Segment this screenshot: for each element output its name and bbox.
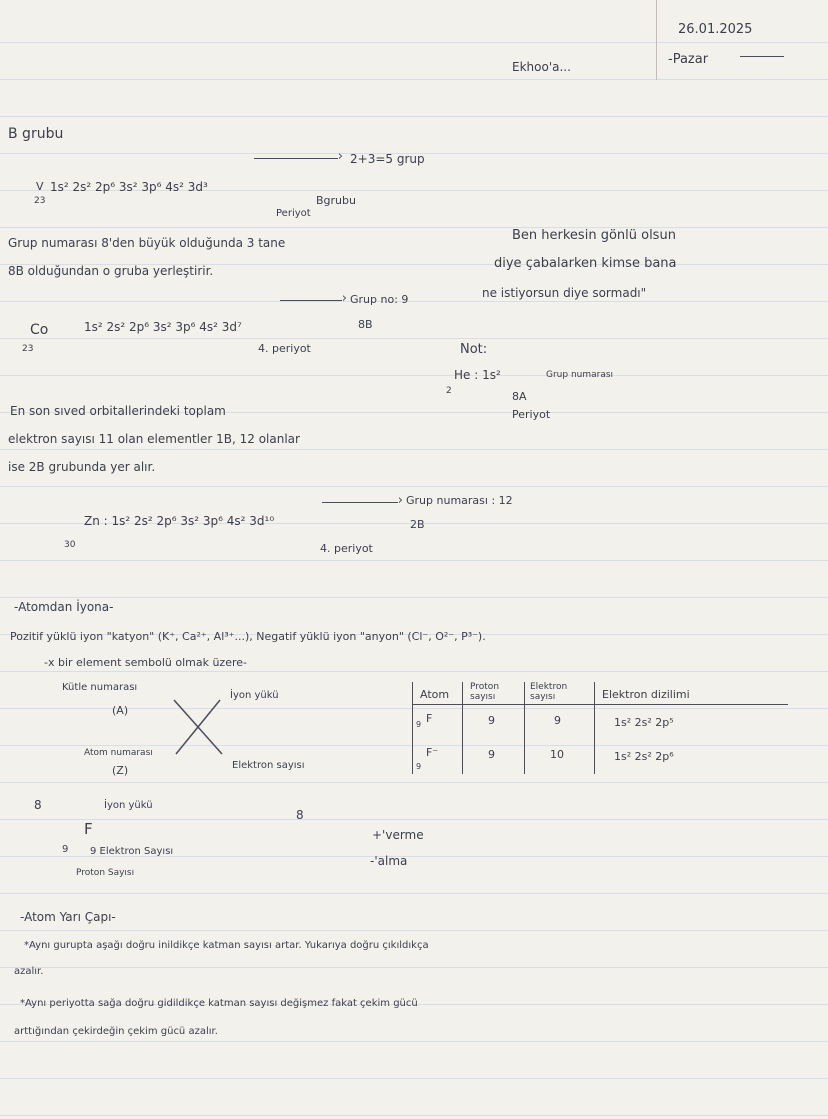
radius-line2: azalır.: [14, 966, 44, 977]
ion-line1: Pozitif yüklü iyon "katyon" (K⁺, Ca²⁺, Al³⁺...), Negatif yüklü iyon "anyon" (Cl⁻, O²⁻, P³⁻).: [10, 630, 486, 643]
day: -Pazar: [668, 52, 709, 67]
ion-heading: -Atomdan İyona-: [14, 600, 114, 614]
date: 26.01.2025: [678, 22, 753, 37]
table-row-electron: 10: [550, 748, 564, 761]
table-header: Atom: [420, 688, 450, 701]
example-symbol: F: [84, 820, 93, 838]
z-label: (Z): [112, 764, 129, 777]
table-row-proton: 9: [488, 748, 495, 761]
ion-table: [408, 678, 790, 778]
v-symbol: V: [36, 180, 44, 193]
table-divider: [524, 682, 525, 774]
v-group-arrow: [254, 158, 338, 159]
quote-line1: Ben herkesin gönlü olsun: [512, 228, 676, 243]
zn-group: 2B: [410, 518, 425, 531]
minus-label: -'alma: [370, 854, 408, 868]
v-config: 1s² 2s² 2p⁶ 3s² 3p⁶ 4s² 3d³: [50, 180, 208, 194]
he-config: He : 1s²: [454, 368, 501, 382]
zn-config: Zn : 1s² 2s² 2p⁶ 3s² 3p⁶ 4s² 3d¹⁰: [84, 514, 275, 528]
v-group-note: 2+3=5 grup: [350, 152, 425, 166]
co-symbol: Co: [30, 322, 49, 338]
co-config: 1s² 2s² 2p⁶ 3s² 3p⁶ 4s² 3d⁷: [84, 320, 242, 334]
electron-count-label: Elektron sayısı: [232, 760, 305, 771]
table-border: [412, 682, 413, 774]
table-header-line: [412, 704, 788, 705]
rule-line1: Grup numarası 8'den büyük olduğunda 3 tane: [8, 236, 286, 250]
mass-number-label: Kütle numarası: [62, 682, 138, 693]
co-atomic-number: 23: [22, 344, 34, 354]
table-header: Proton sayısı: [470, 682, 500, 702]
zn-group-note: Grup numarası : 12: [406, 494, 513, 507]
table-row-atom: F: [426, 712, 433, 725]
zn-group-arrow: [322, 502, 398, 503]
co-group-note: Grup no: 9: [350, 293, 409, 306]
table-row-atom: F⁻: [426, 746, 439, 759]
a-label: (A): [112, 704, 129, 717]
cross-mark-icon: [168, 696, 228, 758]
he-period: Periyot: [512, 408, 551, 421]
v-sub-group: Bgrubu: [316, 194, 356, 207]
table-row-proton: 9: [488, 714, 495, 727]
quote-line3: ne istiyorsun diye sormadı": [482, 286, 647, 300]
table-header: Elektron sayısı: [530, 682, 568, 702]
he-group-note: Grup numarası: [546, 370, 614, 380]
ion-line2: -x bir element sembolü olmak üzere-: [44, 656, 247, 669]
page-title: Ekhoo'a...: [512, 60, 571, 74]
he-group: 8A: [512, 390, 527, 403]
table-divider: [594, 682, 595, 774]
table-row-config: 1s² 2s² 2p⁵: [614, 716, 674, 729]
rule-line2: 8B olduğundan o gruba yerleştirir.: [8, 264, 214, 278]
example-ion-label: İyon yükü: [104, 800, 153, 811]
radius-line1: *Aynı gurupta aşağı doğru inildikçe katman sayısı artar. Yukarıya doğru çıkıldıkça: [24, 940, 429, 951]
co-group-arrow: [280, 300, 342, 301]
last-orbital-line2: elektron sayısı 11 olan elementler 1B, 12 olanlar: [8, 432, 300, 446]
note-label: Not:: [460, 342, 488, 357]
table-row-electron: 9: [554, 714, 561, 727]
last-orbital-line1: En son sıved orbitallerindeki toplam: [10, 404, 226, 418]
atom-number-label: Atom numarası: [84, 748, 153, 758]
quote-line2: diye çabalarken kimse bana: [494, 256, 677, 271]
example-proton-label: Proton Sayısı: [76, 868, 135, 878]
zn-period: 4. periyot: [320, 542, 373, 555]
example-z: 9: [62, 844, 69, 855]
zn-atomic-number: 30: [64, 540, 76, 550]
he-atomic-number: 2: [446, 386, 452, 396]
co-group: 8B: [358, 318, 373, 331]
table-row-z: 9: [416, 720, 422, 729]
radius-line3: *Aynı periyotta sağa doğru gidildikçe katman sayısı değişmez fakat çekim gücü: [20, 998, 418, 1009]
example-mass: 8: [34, 798, 42, 812]
table-row-config: 1s² 2s² 2p⁶: [614, 750, 674, 763]
table-row-z: 9: [416, 762, 422, 771]
margin-line: [656, 0, 657, 80]
radius-heading: -Atom Yarı Çapı-: [20, 910, 116, 924]
example-electron-label: 9 Elektron Sayısı: [90, 846, 174, 857]
plus-label: +'verme: [372, 828, 424, 842]
co-period: 4. periyot: [258, 342, 311, 355]
v-period: Periyot: [276, 208, 311, 219]
table-divider: [462, 682, 463, 774]
date-underline: [740, 56, 784, 57]
v-atomic-number: 23: [34, 196, 46, 206]
b-group-heading: B grubu: [8, 126, 64, 142]
table-header: Elektron dizilimi: [602, 688, 690, 701]
radius-line4: arttığından çekirdeğin çekim gücü azalır.: [14, 1026, 218, 1037]
ion-charge-label: İyon yükü: [230, 690, 279, 701]
last-orbital-line3: ise 2B grubunda yer alır.: [8, 460, 156, 474]
example-mass2: 8: [296, 808, 304, 822]
